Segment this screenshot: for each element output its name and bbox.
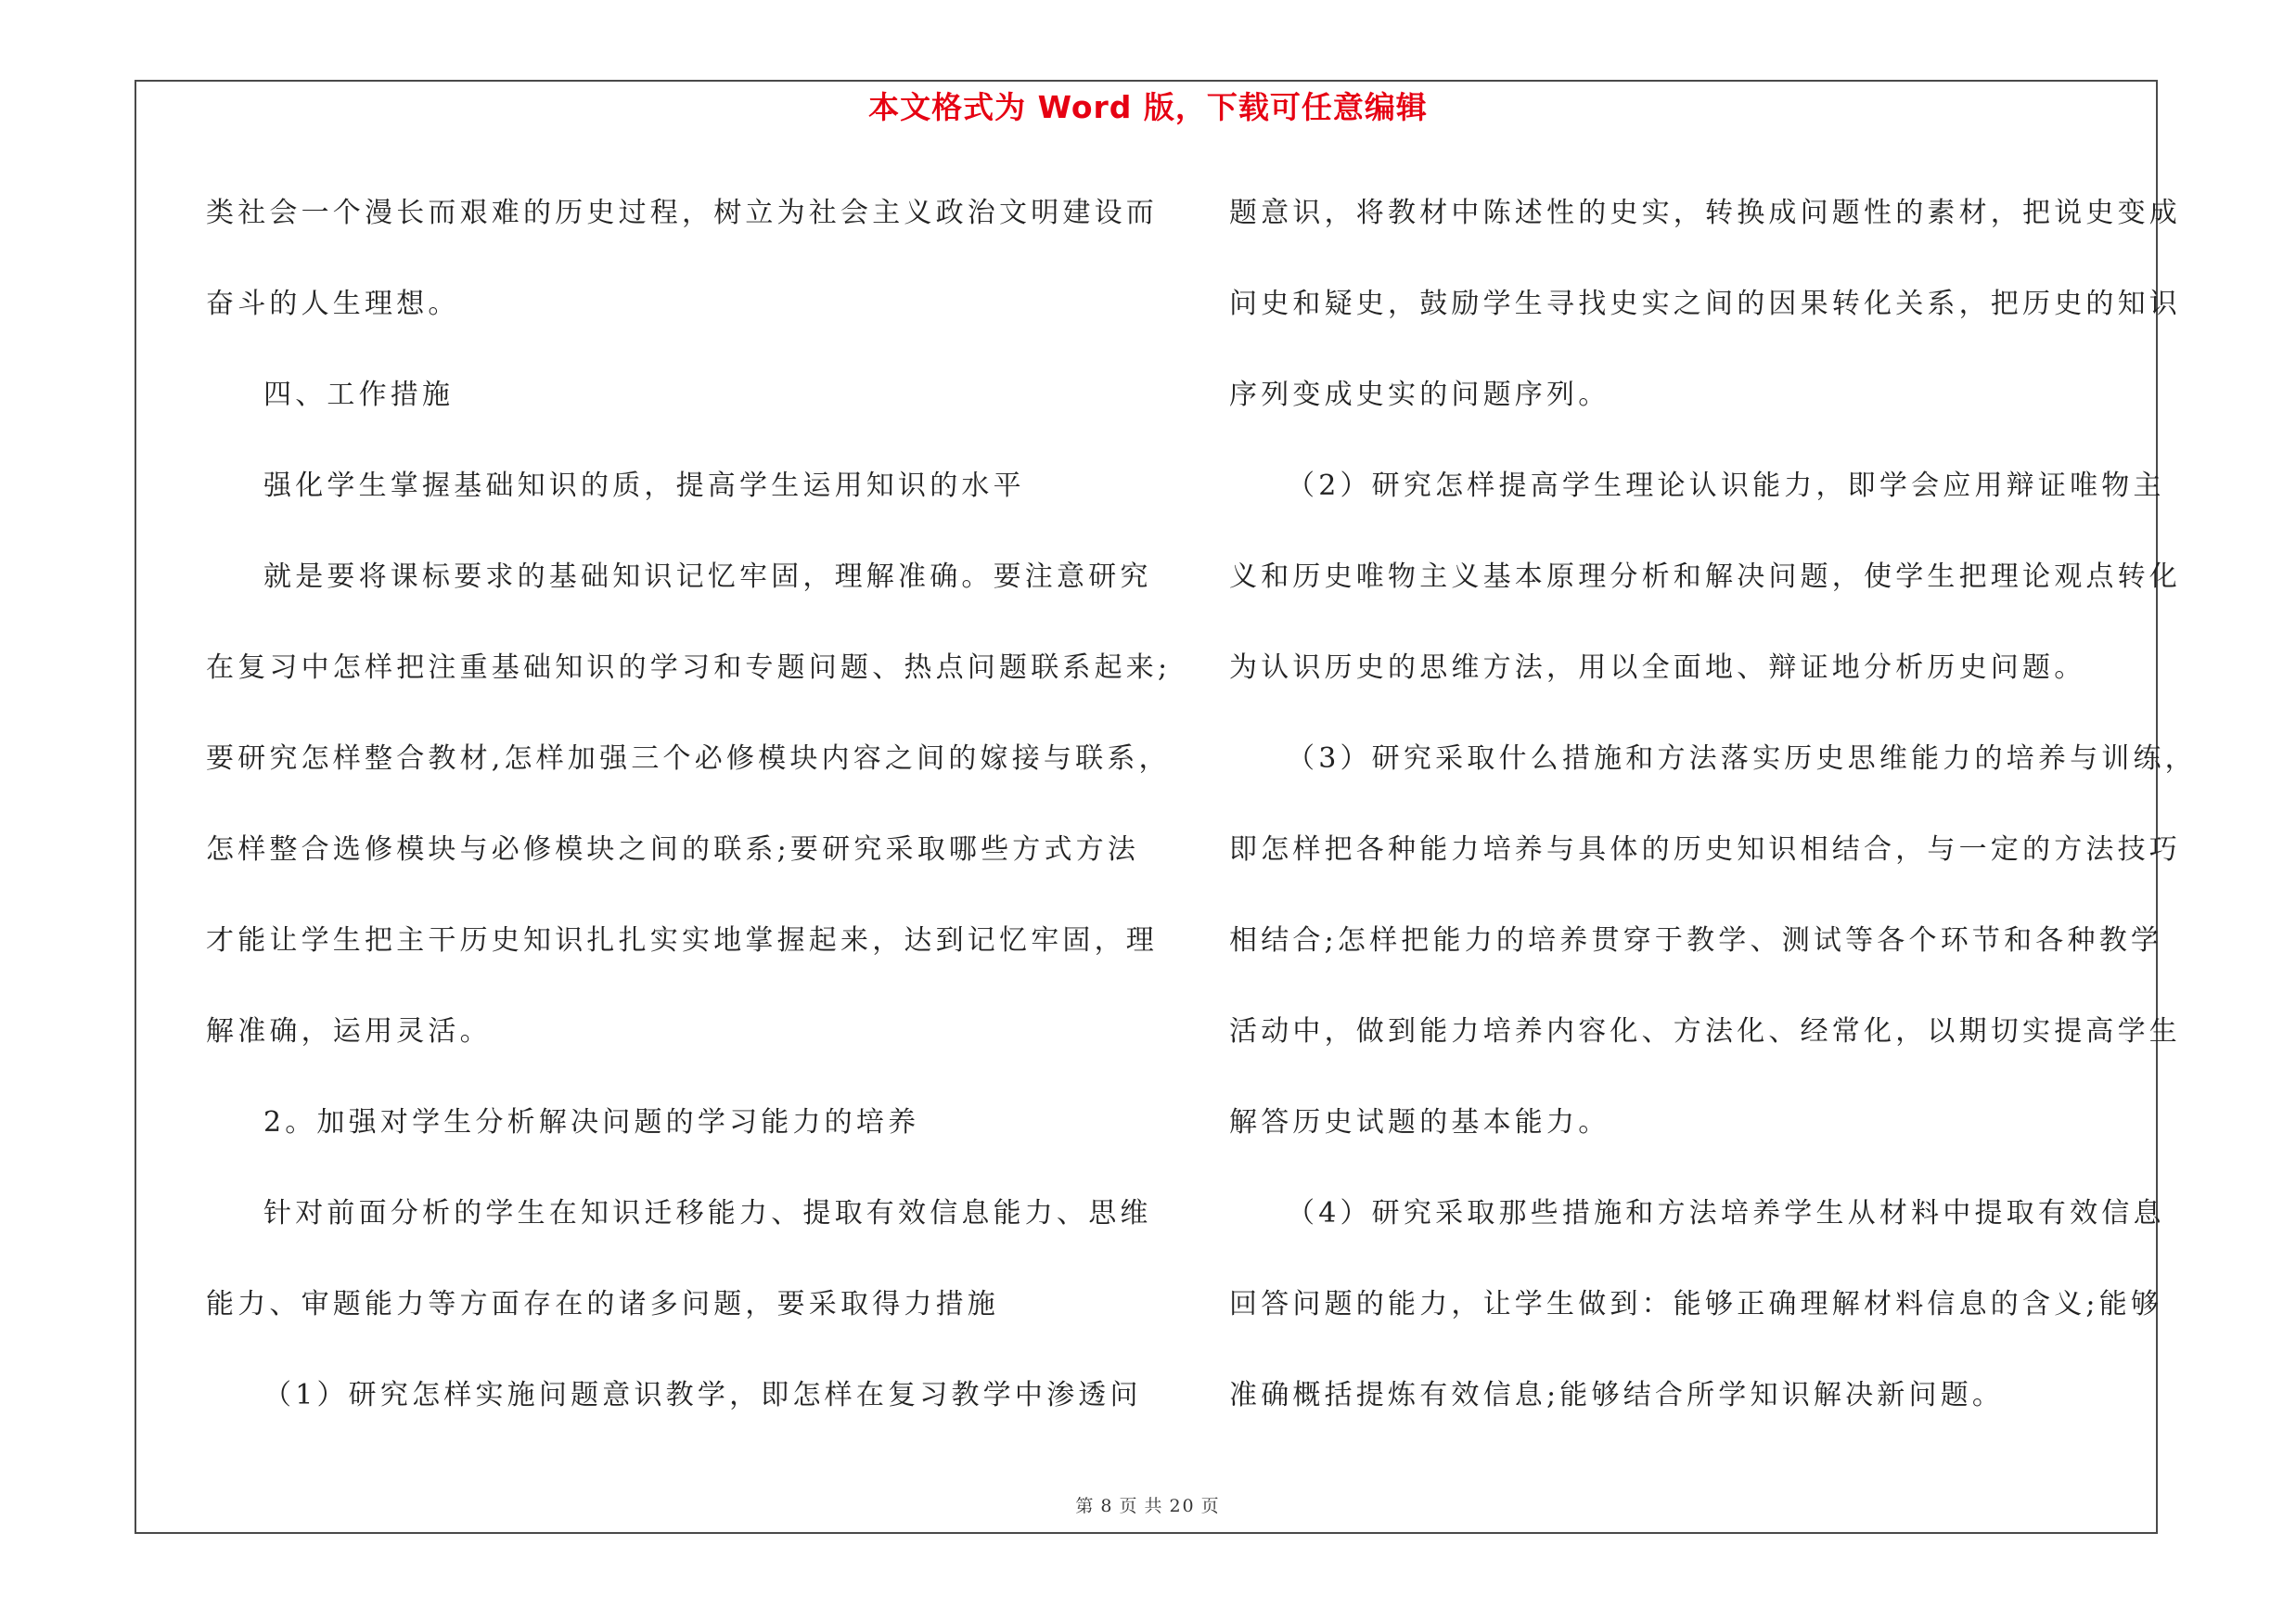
header-text: 本文格式为 Word 版，下载可任意编辑 — [868, 89, 1428, 125]
text-line: 要研究怎样整合教材,怎样加强三个必修模块内容之间的嫁接与联系， — [206, 742, 1171, 775]
footer-page-number: 8 — [1100, 1496, 1114, 1516]
text-line: （4）研究采取那些措施和方法培养学生从材料中提取有效信息 — [1287, 1197, 2165, 1230]
footer-label-di: 第 — [1075, 1496, 1096, 1516]
text-line: 相结合;怎样把能力的培养贯穿于教学、测试等各个环节和各种教学 — [1229, 924, 2163, 957]
text-line: 即怎样把各种能力培养与具体的历史知识相结合，与一定的方法技巧 — [1229, 833, 2181, 866]
text-line: 题意识，将教材中陈述性的史实，转换成问题性的素材，把说史变成 — [1229, 197, 2181, 229]
text-line: 解答历史试题的基本能力。 — [1229, 1106, 1610, 1139]
text-line: （1）研究怎样实施问题意识教学，即怎样在复习教学中渗透问 — [263, 1379, 1142, 1411]
footer-label-gong: 共 — [1144, 1496, 1164, 1516]
text-line: 义和历史唯物主义基本原理分析和解决问题，使学生把理论观点转化 — [1229, 560, 2181, 593]
footer-label-ye2: 页 — [1200, 1496, 1221, 1516]
text-line: 活动中，做到能力培养内容化、方法化、经常化，以期切实提高学生 — [1229, 1015, 2181, 1048]
text-line: 强化学生掌握基础知识的质，提高学生运用知识的水平 — [263, 470, 1025, 502]
page-footer — [0, 1492, 2296, 1517]
text-line: 解准确，运用灵活。 — [206, 1015, 492, 1048]
text-line: 怎样整合选修模块与必修模块之间的联系;要研究采取哪些方式方法 — [206, 833, 1140, 866]
text-line: 才能让学生把主干历史知识扎扎实实地掌握起来，达到记忆牢固，理 — [206, 924, 1158, 957]
text-line: 在复习中怎样把注重基础知识的学习和专题问题、热点问题联系起来; — [206, 651, 1172, 684]
document-header-banner — [0, 84, 2296, 127]
text-line: 2。加强对学生分析解决问题的学习能力的培养 — [263, 1106, 920, 1139]
text-line: 针对前面分析的学生在知识迁移能力、提取有效信息能力、思维 — [263, 1197, 1152, 1230]
text-line: 序列变成史实的问题序列。 — [1229, 379, 1610, 411]
text-line: 为认识历史的思维方法，用以全面地、辩证地分析历史问题。 — [1229, 651, 2086, 684]
footer-label-ye: 页 — [1119, 1496, 1139, 1516]
left-column — [206, 181, 1172, 1454]
text-line: 奋斗的人生理想。 — [206, 288, 460, 320]
text-line: 四、工作措施 — [263, 379, 455, 411]
text-line: 准确概括提炼有效信息;能够结合所学知识解决新问题。 — [1229, 1379, 2005, 1411]
text-line: （3）研究采取什么措施和方法落实历史思维能力的培养与训练， — [1287, 742, 2197, 775]
right-column — [1229, 181, 2197, 1454]
footer-total-pages: 20 — [1169, 1496, 1196, 1516]
text-line: 类社会一个漫长而艰难的历史过程，树立为社会主义政治文明建设而 — [206, 197, 1158, 229]
text-line: 就是要将课标要求的基础知识记忆牢固，理解准确。要注意研究 — [263, 560, 1152, 593]
text-line: 能力、审题能力等方面存在的诸多问题，要采取得力措施 — [206, 1288, 999, 1320]
text-line: 问史和疑史，鼓励学生寻找史实之间的因果转化关系，把历史的知识 — [1229, 288, 2181, 320]
text-line: （2）研究怎样提高学生理论认识能力，即学会应用辩证唯物主 — [1287, 470, 2165, 502]
text-line: 回答问题的能力，让学生做到：能够正确理解材料信息的含义;能够 — [1229, 1288, 2163, 1320]
